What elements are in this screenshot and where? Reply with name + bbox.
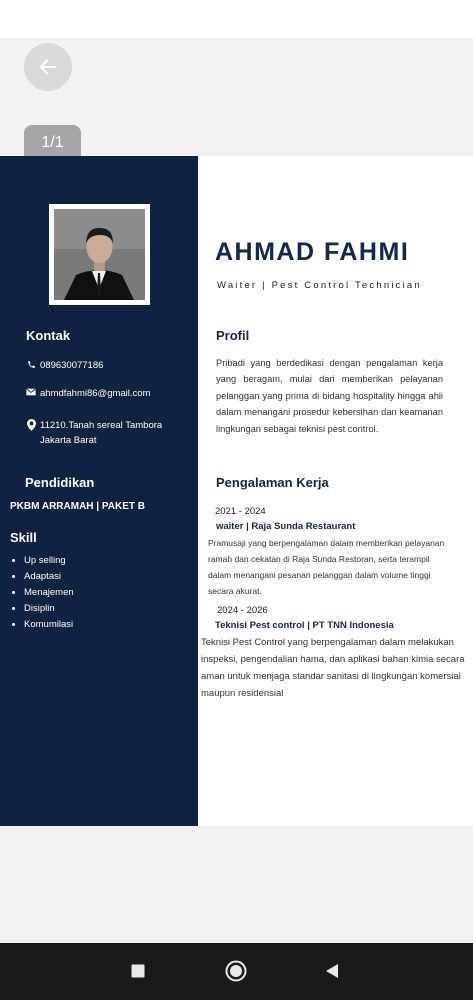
job-period: 2021 - 2024: [215, 506, 266, 517]
resume-subtitle: Waiter | Pest Control Technician: [217, 280, 422, 291]
arrow-left-icon: [37, 56, 59, 78]
skill-item: • Up selling: [24, 553, 74, 569]
profile-photo: [49, 204, 150, 305]
education-title: Pendidikan: [25, 475, 95, 490]
skill-list: [10, 553, 74, 633]
address-line-2: Jakarta Barat: [40, 435, 97, 446]
location-pin-icon: [26, 419, 36, 431]
address-line-1: 11210.Tanah sereal Tambora: [40, 420, 163, 431]
profile-title: Profil: [216, 328, 250, 343]
circle-icon: [225, 960, 247, 982]
skill-item: • Adaptasi: [24, 569, 74, 585]
skill-title: Skill: [10, 530, 37, 545]
page-counter: 1/1: [24, 125, 81, 160]
skill-item: • Disiplin: [24, 601, 74, 617]
contact-email: [26, 388, 151, 399]
phone-icon: [26, 360, 36, 369]
job-role: Teknisi Pest control | PT TNN Indonesia: [215, 620, 394, 631]
contact-phone: [26, 360, 103, 371]
navigation-bar: [0, 943, 473, 1000]
contact-address: [26, 418, 162, 448]
home-button[interactable]: [224, 959, 248, 983]
education-school: PKBM ARRAMAH | PAKET B: [10, 501, 146, 512]
square-icon: [131, 964, 145, 978]
resume-sidebar: [0, 156, 198, 826]
back-nav-button[interactable]: [322, 961, 342, 981]
resume-name: AHMAD FAHMI: [215, 238, 410, 266]
skill-item: • Menajemen: [24, 585, 74, 601]
skill-item: • Komumilasi: [24, 617, 74, 633]
email-icon: [26, 388, 36, 396]
phone-text: 089630077186: [40, 360, 104, 371]
recent-apps-button[interactable]: [128, 961, 148, 981]
triangle-back-icon: [325, 963, 339, 979]
experience-title: Pengalaman Kerja: [216, 475, 329, 490]
job-role: waiter | Raja Sunda Restaurant: [216, 521, 356, 532]
job-period: 2024 - 2026: [217, 605, 268, 616]
job-description: Pramusaji yang berpengalaman dalam memberikan pelayanan ramah dan cekatan di Raja Sunda Restoran, serta terampil dalam menangani pesanan pelanggan dalam volume tinggi secara akurat.: [208, 538, 445, 596]
status-bar: [0, 0, 473, 38]
back-button[interactable]: [24, 43, 72, 91]
job-description: Teknisi Pest Control yang berpengalaman dalam melakukan inspeksi, pengendalian hama, dan aplikasi bahan kimia secara aman untuk menjaga standar sanitasi di lingkungan komersial maupun residensial: [201, 637, 465, 699]
contact-title: Kontak: [26, 328, 71, 343]
profile-text: Pribadi yang berdedikasi dengan pengalaman kerja yang beragam, mulai dari memberikan pelayanan pelanggan yang prima di bidang hospitality hingga ahli dalam menangani prosedur kebersihan dan keamanan lingkungan sebagai teknisi pest control.: [216, 358, 443, 434]
profile-photo-image: [54, 209, 145, 300]
resume-page: [0, 156, 473, 826]
email-text: ahmdfahmi86@gmail.com: [40, 388, 151, 399]
